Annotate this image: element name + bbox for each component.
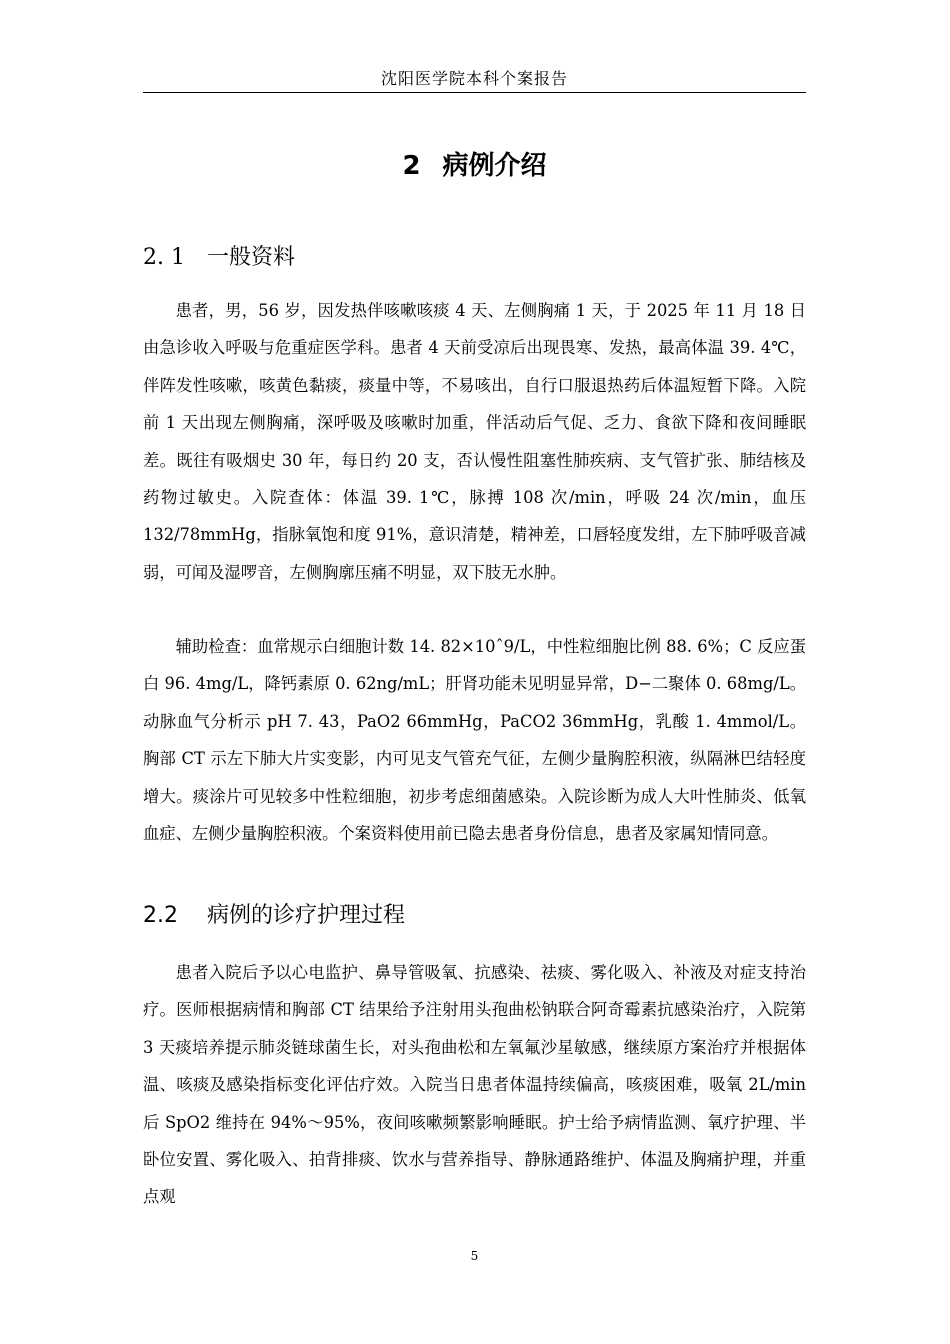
paragraph-general-info: 患者，男，56 岁，因发热伴咳嗽咳痰 4 天、左侧胸痛 1 天，于 2025 年 11 月 18 日由急诊收入呼吸与危重症医学科。患者 4 天前受凉后出现畏寒、发热，最高体温 39. 4℃，伴阵发性咳嗽，咳黄色黏痰，痰量中等，不易咳出，自行口服退热药后体温短暂下降。入院前 1 天出现左侧胸痛，深呼吸及咳嗽时加重，伴活动后气促、乏力、食欲下降和夜间睡眠差。既往有吸烟史 30 年，每日约 20 支，否认慢性阻塞性肺疾病、支气管扩张、肺结核及药物过敏史。入院查体：体温 39. 1℃，脉搏 108 次/min，呼吸 24 次/min，血压 132/78mmHg，指脉氧饱和度 91%，意识清楚，精神差，口唇轻度发绀，左下肺呼吸音减弱，可闻及湿啰音，左侧胸廓压痛不明显，双下肢无水肿。 xyxy=(143,301,806,582)
section-heading-2-2 xyxy=(143,900,806,932)
section-title: 病例的诊疗护理过程 xyxy=(207,903,406,928)
section-number: 2.2 xyxy=(143,903,178,928)
section-heading-2-1 xyxy=(143,242,806,274)
chapter-title xyxy=(143,146,806,186)
header-rule xyxy=(143,92,806,93)
page-number: 5 xyxy=(470,1249,479,1263)
paragraph-auxiliary-exam: 辅助检查：血常规示白细胞计数 14. 82×10ˆ9/L，中性粒细胞比例 88. 6%；C 反应蛋白 96. 4mg/L，降钙素原 0. 62ng/mL；肝肾功能未见明显异常，D−二聚体 0. 68mg/L。动脉血气分析示 pH 7. 43，PaO2 66mmHg，PaCO2 36mmHg，乳酸 1. 4mmol/L。胸部 CT 示左下肺大片实变影，内可见支气管充气征，左侧少量胸腔积液，纵隔淋巴结轻度增大。痰涂片可见较多中性粒细胞，初步考虑细菌感染。入院诊断为成人大叶性肺炎、低氧血症、左侧少量胸腔积液。个案资料使用前已隐去患者身份信息，患者及家属知情同意。 xyxy=(143,637,806,844)
chapter-number: 2 xyxy=(402,151,421,181)
chapter-title-text: 病例介绍 xyxy=(442,151,547,181)
paragraph-treatment-process: 患者入院后予以心电监护、鼻导管吸氧、抗感染、祛痰、雾化吸入、补液及对症支持治疗。医师根据病情和胸部 CT 结果给予注射用头孢曲松钠联合阿奇霉素抗感染治疗，入院第 3 天痰培养提示肺炎链球菌生长，对头孢曲松和左氧氟沙星敏感，继续原方案治疗并根据体温、咳痰及感染指标变化评估疗效。入院当日患者体温持续偏高，咳痰困难，吸氧 2L/min 后 SpO2 维持在 94%～95%，夜间咳嗽频繁影响睡眠。护士给予病情监测、氧疗护理、半卧位安置、雾化吸入、拍背排痰、饮水与营养指导、静脉通路维护、体温及胸痛护理，并重点观 xyxy=(143,963,806,1207)
section-title: 一般资料 xyxy=(207,245,296,270)
running-header: 沈阳医学院本科个案报告 xyxy=(380,69,568,88)
section-number: 2. 1 xyxy=(143,245,185,270)
